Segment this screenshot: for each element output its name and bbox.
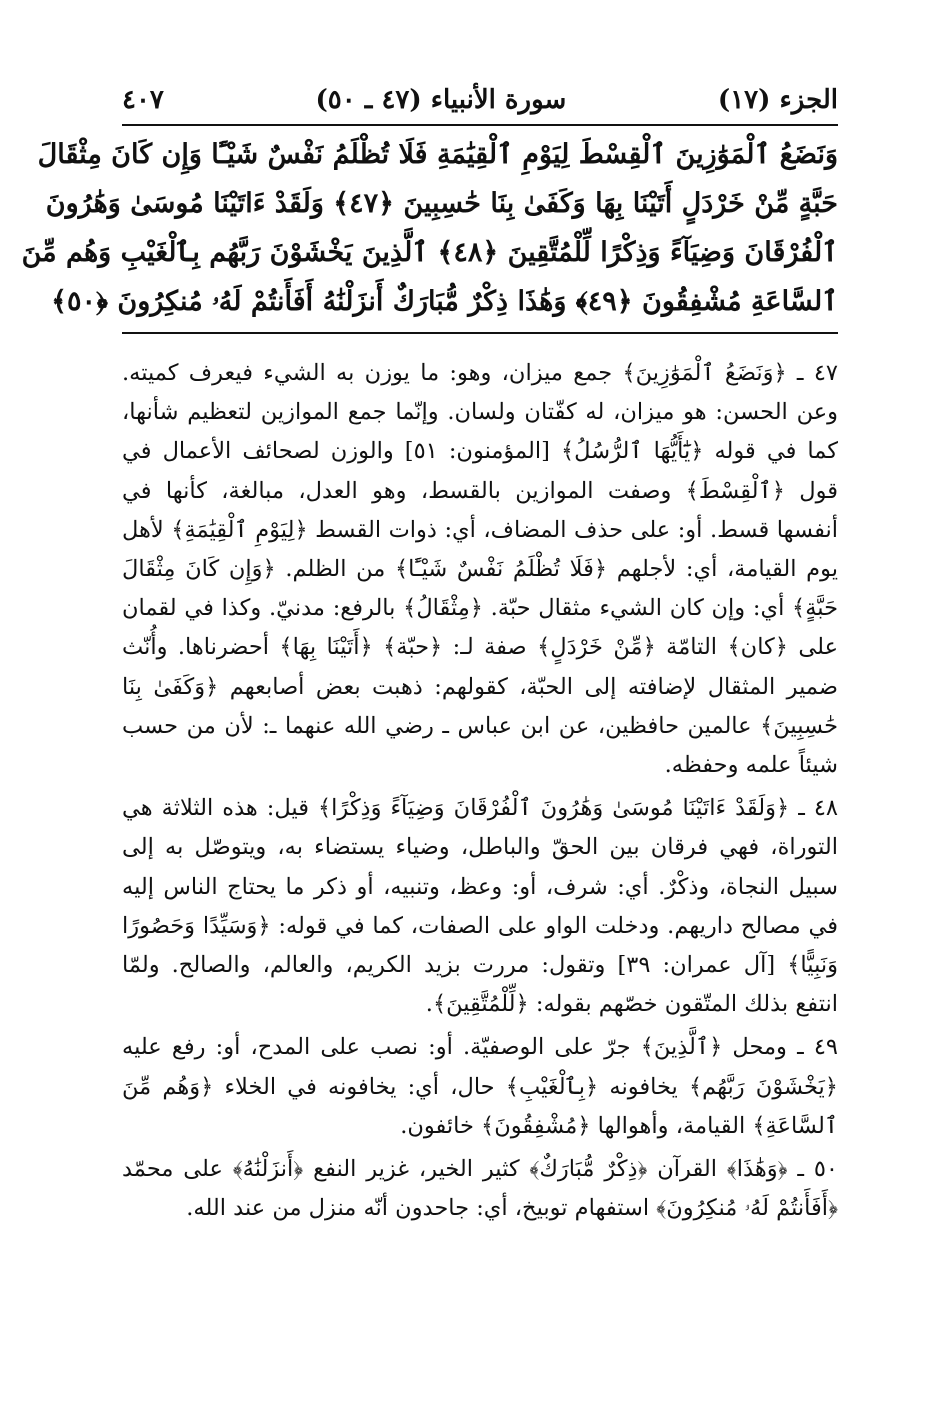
verse-line: ٱلْفُرْقَانَ وَضِيَآءً وَذِكْرًا لِّلْمُتَّقِينَ ﴿٤٨﴾ ٱلَّذِينَ يَخْشَوْنَ رَبَّهُم بِٱلْغَيْبِ وَهُم مِّنَ: [21, 237, 838, 268]
verse-line: حَبَّةٍ مِّنْ خَرْدَلٍ أَتَيْنَا بِهَا وَكَفَىٰ بِنَا حَٰسِبِينَ ﴿٤٧﴾ وَلَقَدْ ءَاتَيْنَا مُوسَىٰ وَهَٰرُونَ: [45, 188, 838, 219]
tafsir-body: [122, 354, 838, 1228]
verse-line: وَنَضَعُ ٱلْمَوَٰزِينَ ٱلْقِسْطَ لِيَوْمِ ٱلْقِيَٰمَةِ فَلَا تُظْلَمُ نَفْسٌ شَيْـًٔا وَإِن كَانَ مِثْقَالَ: [37, 139, 838, 170]
tafsir-paragraph-48: ٤٨ ـ ﴿وَلَقَدْ ءَاتَيْنَا مُوسَىٰ وَهَٰرُونَ ٱلْفُرْقَانَ وَضِيَآءً وَذِكْرًا﴾ قيل: هذه الثلاثة هي التوراة، فهي فرقان بين الحقّ والباطل، وضياء يستضاء به، ويتوصّل به إلى سبيل النجاة، وذكْرٌ. أي: شرف، أو: وعظ، وتنبيه، أو ذكر ما يحتاج الناس إليه في مصالح داريهم. ودخلت الواو على الصفات، كما في قوله: ﴿وَسَيِّدًا وَحَصُورًا وَنَبِيًّا﴾ [آل عمران: ٣٩] وتقول: مررت بزيد الكريم، والعالم، والصالح. ولمّا انتفع بذلك المتّقون خصّهم بقوله: ﴿لِّلْمُتَّقِينَ﴾.: [122, 795, 838, 1018]
juz-label: الجزء (١٧): [717, 85, 838, 115]
quran-verses: [21, 126, 838, 332]
tafsir-paragraph-49: ٤٩ ـ ومحل ﴿ٱلَّذِينَ﴾ جرّ على الوصفيّة. أو: نصب على المدح، أو: رفع عليه ﴿يَخْشَوْنَ رَبَّهُم﴾ يخافونه ﴿بِٱلْغَيْبِ﴾ حال، أي: يخافونه في الخلاء ﴿وَهُم مِّنَ ٱلسَّاعَةِ﴾ القيامة، وأهوالها ﴿مُشْفِقُونَ﴾ خائفون.: [122, 1034, 838, 1139]
verses-rule: [122, 332, 838, 334]
page-header: [122, 80, 838, 124]
verse-line: ٱلسَّاعَةِ مُشْفِقُونَ ﴿٤٩﴾ وَهَٰذَا ذِكْرٌ مُّبَارَكٌ أَنزَلْنَٰهُ أَفَأَنتُمْ لَهُۥ مُنكِرُونَ ﴿٥٠﴾: [51, 286, 838, 317]
page-number: ٤٠٧: [122, 85, 164, 115]
page: [21, 80, 838, 1232]
tafsir-paragraph-50: ٥٠ ـ ﴿وَهَٰذَا﴾ القرآن ﴿ذِكْرٌ مُّبَارَكٌ﴾ كثير الخير، غزير النفع ﴿أَنزَلْنَٰهُ﴾ على محمّد ﴿أَفَأَنتُمْ لَهُۥ مُنكِرُونَ﴾ استفهام توبيخ، أي: جاحدون أنّه منزل من عند الله.: [122, 1156, 838, 1222]
tafsir-paragraph-47: ٤٧ ـ ﴿وَنَضَعُ ٱلْمَوَٰزِينَ﴾ جمع ميزان، وهو: ما يوزن به الشيء فيعرف كميته. وعن الحسن: هو ميزان، له كفّتان ولسان. وإنّما جمع الموازين لتعظيم شأنها، كما في قوله ﴿يَٰٓأَيُّهَا ٱلرُّسُلُ﴾ [المؤمنون: ٥١] والوزن لصحائف الأعمال في قول ﴿ٱلْقِسْطَ﴾ وصفت الموازين بالقسط، وهو العدل، مبالغة، كأنها في أنفسها قسط. أو: على حذف المضاف، أي: ذوات القسط ﴿لِيَوْمِ ٱلْقِيَٰمَةِ﴾ لأهل يوم القيامة، أي: لأجلهم ﴿فَلَا تُظْلَمُ نَفْسٌ شَيْـًٔا﴾ من الظلم. ﴿وَإِن كَانَ مِثْقَالَ حَبَّةٍ﴾ أي: وإن كان الشيء مثقال حبّة. ﴿مِثْقَالُ﴾ بالرفع: مدنيّ. وكذا في لقمان على ﴿كان﴾ التامّة ﴿مِّنْ خَرْدَلٍ﴾ صفة لـ: ﴿حبّة﴾ ﴿أَتَيْنَا بِهَا﴾ أحضرناها. وأُنّث ضمير المثقال لإضافته إلى الحبّة، كقولهم: ذهبت بعض أصابعهم ﴿وَكَفَىٰ بِنَا حَٰسِبِينَ﴾ عالمين حافظين، عن ابن عباس ـ رضي الله عنهما ـ: لأن من حسب شيئاً علمه وحفظه.: [122, 360, 838, 779]
surah-title: سورة الأنبياء (٤٧ ـ ٥٠): [315, 85, 567, 115]
